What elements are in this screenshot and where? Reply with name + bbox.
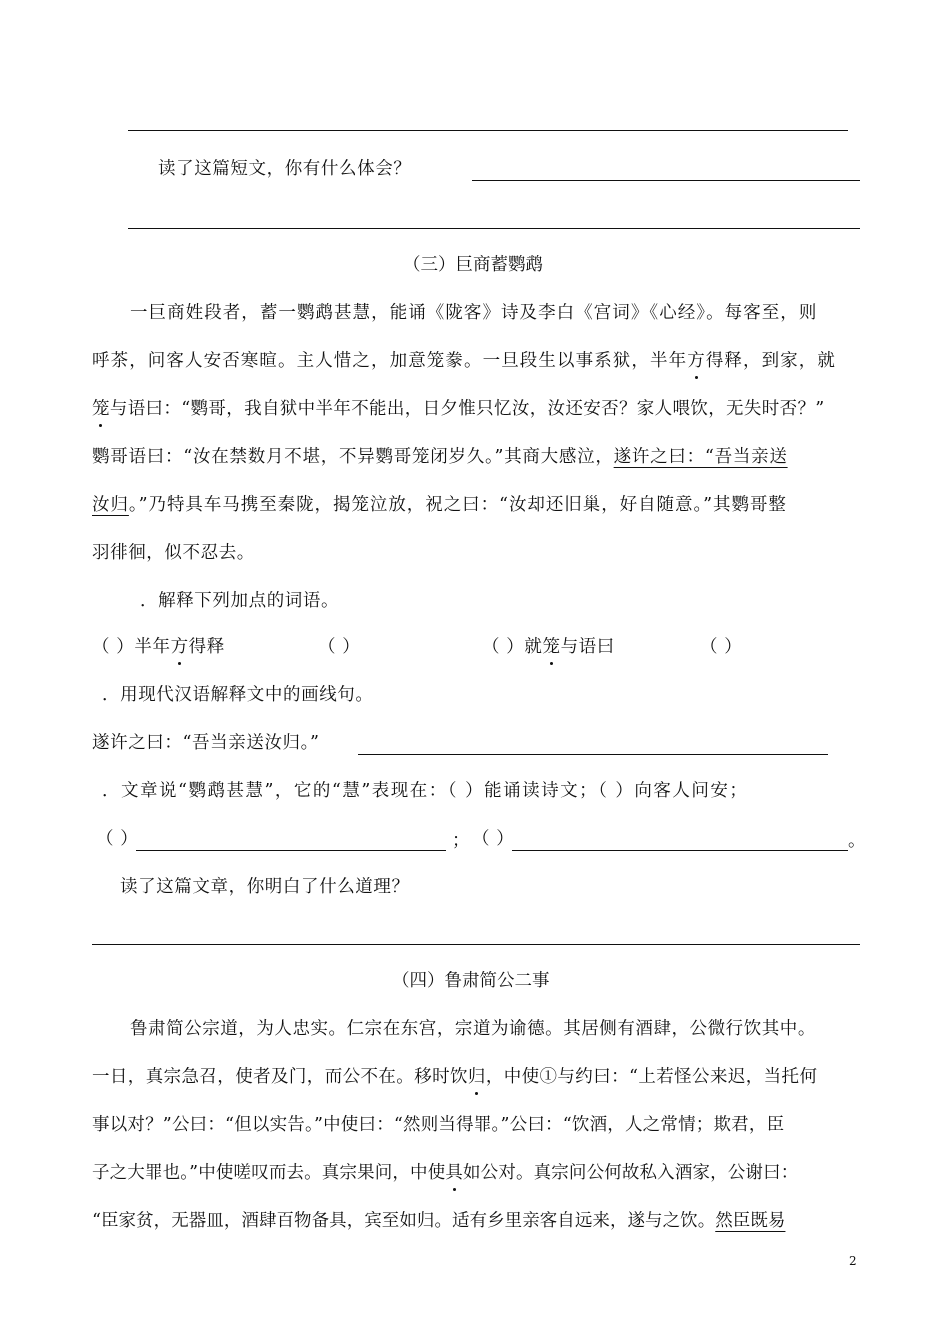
section-title: （四）鲁肃简公二事 bbox=[392, 971, 550, 991]
answer-line[interactable] bbox=[358, 754, 828, 755]
question-text: 读了这篇文章，你明白了什么道理？ bbox=[120, 877, 410, 897]
answer-line[interactable] bbox=[128, 130, 848, 131]
answer-paren[interactable]: （ ） bbox=[700, 637, 743, 657]
answer-line[interactable] bbox=[136, 850, 446, 851]
underlined-sentence: 汝归 bbox=[92, 495, 129, 515]
answer-paren: （ ） bbox=[96, 829, 139, 849]
paragraph-line bbox=[92, 1210, 785, 1232]
text-run: 得释，到家，就 bbox=[705, 351, 837, 371]
question-text: 遂许之曰：“吾当亲送汝归。” bbox=[92, 733, 320, 753]
paragraph-line bbox=[92, 1066, 817, 1088]
paragraph-line: 羽徘徊，似不忍去。 bbox=[92, 543, 255, 563]
paragraph-line bbox=[92, 446, 788, 468]
emphasized-char: 方 bbox=[687, 351, 706, 371]
emphasized-char: 归 bbox=[467, 1067, 486, 1087]
question-text: ．文章说“鹦鹉甚慧”，它的“慧”表现在：（ ）能诵读诗文；（ ）向客人问安； bbox=[102, 781, 749, 801]
answer-paren[interactable]: （ ） bbox=[318, 637, 361, 657]
question-text: 读了这篇短文，你有什么体会？ bbox=[158, 159, 412, 179]
section-title: （三）巨商蓄鹦鹉 bbox=[403, 255, 543, 275]
paragraph-line: 一巨商姓段者，蓄一鹦鹉甚慧，能诵《陇客》诗及李白《宫词》《心经》。每客至，则 bbox=[130, 303, 818, 323]
text-run: 鹦哥语曰：“汝在禁数月不堪，不异鹦哥笼闭岁久。”其商大感泣， bbox=[92, 447, 614, 467]
underlined-sentence: 然臣既易 bbox=[715, 1211, 786, 1231]
answer-paren: （ ） bbox=[472, 829, 515, 849]
text-run: 。”乃特具车马携至秦陇，揭笼泣放，祝之曰：“汝却还旧巢，好自随意。”其鹦哥整 bbox=[128, 495, 787, 515]
text-run: （ ）半年 bbox=[92, 637, 171, 657]
emphasized-char: 具 bbox=[445, 1163, 464, 1183]
answer-line[interactable] bbox=[512, 850, 848, 851]
text-run: “臣家贫，无器皿，酒肆百物备具，宾至如归。适有乡里亲客自远来，遂与之饮。 bbox=[92, 1211, 716, 1231]
emphasized-char: 笼 bbox=[92, 399, 110, 419]
text-run: ，中使①与约曰：“上若怪公来迟，当托何 bbox=[485, 1067, 818, 1087]
paragraph-line: 鲁肃简公宗道，为人忠实。仁宗在东宫，宗道为谕德。其居侧有酒肆，公微行饮其中。 bbox=[130, 1019, 816, 1039]
emphasized-char: 笼 bbox=[542, 637, 561, 657]
underlined-sentence: 遂许之曰：“吾当亲送 bbox=[613, 447, 788, 467]
question-text: ．解释下列加点的词语。 bbox=[140, 591, 340, 611]
text-run: 一日，真宗急召，使者及门，而公不在。移时饮 bbox=[92, 1067, 468, 1087]
punctuation: ； bbox=[452, 831, 471, 851]
paragraph-line bbox=[92, 350, 836, 372]
answer-line[interactable] bbox=[472, 180, 860, 181]
answer-line[interactable] bbox=[92, 944, 860, 945]
punctuation: 。 bbox=[848, 831, 867, 851]
text-run: 呼茶，问客人安否寒暄。主人惜之，加意笼豢。一旦段生以事系狱，半年 bbox=[92, 351, 688, 371]
emphasized-char: 方 bbox=[170, 637, 189, 657]
page-number: 2 bbox=[849, 1254, 857, 1268]
text-run: 如公对。真宗问公何故私入酒家，公谢曰： bbox=[463, 1163, 799, 1183]
answer-line[interactable] bbox=[128, 228, 860, 229]
text-run: 与语曰：“鹦哥，我自狱中半年不能出，日夕惟只忆汝，汝还安否？家人喂饮，无失时否？” bbox=[109, 399, 825, 419]
paragraph-line bbox=[92, 494, 787, 516]
question-row bbox=[92, 636, 225, 658]
question-row bbox=[482, 636, 615, 658]
text-run: 得释 bbox=[188, 637, 225, 657]
text-run: 子之大罪也。”中使嗟叹而去。真宗果问，中使 bbox=[92, 1163, 446, 1183]
paragraph-line bbox=[92, 398, 825, 420]
paragraph-line: 事以对？”公曰：“但以实告。”中使曰：“然则当得罪。”公曰：“饮酒，人之常情；欺君，臣 bbox=[92, 1115, 785, 1135]
text-run: （ ）就 bbox=[482, 637, 543, 657]
paragraph-line bbox=[92, 1162, 798, 1184]
question-text: ．用现代汉语解释文中的画线句。 bbox=[102, 685, 374, 705]
text-run: 与语曰 bbox=[560, 637, 615, 657]
